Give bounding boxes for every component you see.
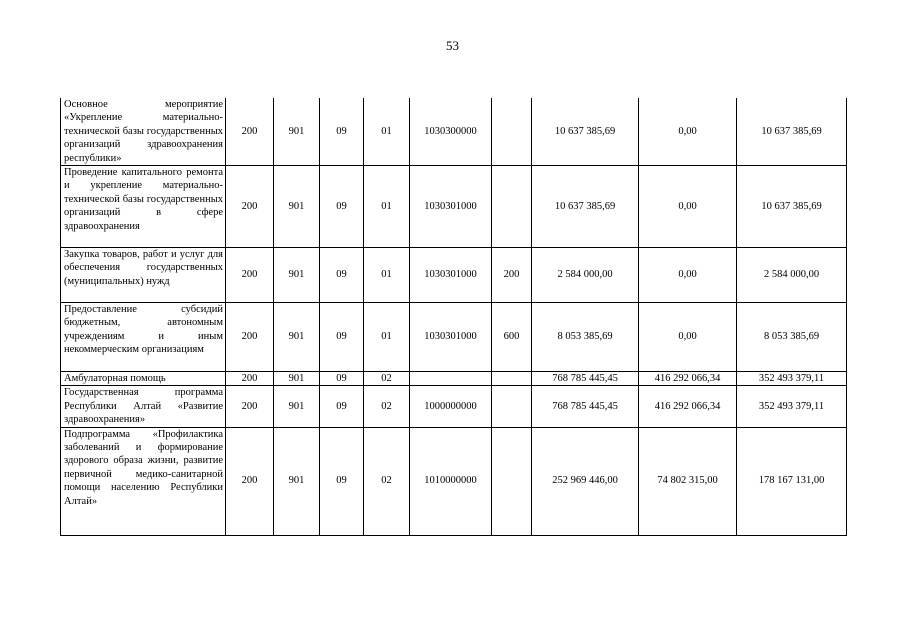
cell-expense-type — [492, 166, 532, 248]
cell-admin: 200 — [226, 166, 274, 248]
table-row — [61, 166, 847, 248]
cell-subsection: 02 — [364, 427, 410, 535]
cell-federal: 416 292 066,34 — [639, 386, 737, 427]
cell-total: 10 637 385,69 — [532, 98, 639, 166]
cell-expense-type: 200 — [492, 248, 532, 303]
cell-name: Закупка товаров, работ и услуг для обеспечения государственных (муниципальных) нужд — [61, 248, 226, 303]
cell-admin: 200 — [226, 248, 274, 303]
cell-expense-type — [492, 427, 532, 535]
cell-target: 1000000000 — [410, 386, 492, 427]
cell-target: 1030301000 — [410, 166, 492, 248]
cell-dept: 901 — [274, 166, 320, 248]
cell-republic: 352 493 379,11 — [737, 372, 847, 386]
cell-name: Предоставление субсидий бюджетным, автономным учреждениям и иным некоммерческим организациям — [61, 303, 226, 372]
cell-subsection: 01 — [364, 98, 410, 166]
cell-dept: 901 — [274, 303, 320, 372]
page-number: 53 — [446, 38, 459, 53]
cell-section: 09 — [320, 303, 364, 372]
cell-name: Основное мероприятие «Укрепление материально-технической базы государственных организаций здравоохранения республики» — [61, 98, 226, 166]
cell-expense-type — [492, 98, 532, 166]
cell-republic: 10 637 385,69 — [737, 98, 847, 166]
table-body — [61, 98, 847, 535]
cell-total: 768 785 445,45 — [532, 372, 639, 386]
cell-federal: 0,00 — [639, 248, 737, 303]
cell-target: 1010000000 — [410, 427, 492, 535]
cell-dept: 901 — [274, 98, 320, 166]
cell-federal: 0,00 — [639, 303, 737, 372]
cell-name: Подпрограмма «Профилактика заболеваний и формирование здорового образа жизни, развитие первичной медико-санитарной помощи населению Республики Алтай» — [61, 427, 226, 535]
cell-admin: 200 — [226, 386, 274, 427]
table-row — [61, 98, 847, 166]
cell-expense-type — [492, 386, 532, 427]
cell-subsection: 02 — [364, 372, 410, 386]
cell-federal: 0,00 — [639, 166, 737, 248]
cell-admin: 200 — [226, 303, 274, 372]
cell-admin: 200 — [226, 372, 274, 386]
cell-federal: 0,00 — [639, 98, 737, 166]
cell-total: 768 785 445,45 — [532, 386, 639, 427]
cell-republic: 352 493 379,11 — [737, 386, 847, 427]
cell-expense-type — [492, 372, 532, 386]
cell-name: Проведение капитального ремонта и укрепление материально-технической базы государственных организаций в сфере здравоохранения — [61, 166, 226, 248]
cell-total: 8 053 385,69 — [532, 303, 639, 372]
cell-target: 1030301000 — [410, 248, 492, 303]
cell-subsection: 02 — [364, 386, 410, 427]
cell-section: 09 — [320, 372, 364, 386]
table-row — [61, 248, 847, 303]
cell-section: 09 — [320, 427, 364, 535]
cell-federal: 416 292 066,34 — [639, 372, 737, 386]
cell-target — [410, 372, 492, 386]
cell-federal: 74 802 315,00 — [639, 427, 737, 535]
cell-total: 2 584 000,00 — [532, 248, 639, 303]
cell-total: 252 969 446,00 — [532, 427, 639, 535]
cell-name: Государственная программа Республики Алтай «Развитие здравоохранения» — [61, 386, 226, 427]
cell-section: 09 — [320, 166, 364, 248]
cell-name: Амбулаторная помощь — [61, 372, 226, 386]
cell-admin: 200 — [226, 427, 274, 535]
cell-section: 09 — [320, 386, 364, 427]
table-row — [61, 386, 847, 427]
cell-admin: 200 — [226, 98, 274, 166]
table-row — [61, 303, 847, 372]
cell-republic: 178 167 131,00 — [737, 427, 847, 535]
cell-dept: 901 — [274, 386, 320, 427]
cell-section: 09 — [320, 248, 364, 303]
table-row — [61, 372, 847, 386]
cell-target: 1030300000 — [410, 98, 492, 166]
cell-subsection: 01 — [364, 248, 410, 303]
cell-republic: 10 637 385,69 — [737, 166, 847, 248]
cell-section: 09 — [320, 98, 364, 166]
cell-expense-type: 600 — [492, 303, 532, 372]
cell-total: 10 637 385,69 — [532, 166, 639, 248]
cell-republic: 2 584 000,00 — [737, 248, 847, 303]
cell-republic: 8 053 385,69 — [737, 303, 847, 372]
cell-dept: 901 — [274, 248, 320, 303]
cell-subsection: 01 — [364, 303, 410, 372]
cell-dept: 901 — [274, 372, 320, 386]
table-row — [61, 427, 847, 535]
budget-table — [60, 98, 847, 536]
cell-subsection: 01 — [364, 166, 410, 248]
cell-target: 1030301000 — [410, 303, 492, 372]
cell-dept: 901 — [274, 427, 320, 535]
